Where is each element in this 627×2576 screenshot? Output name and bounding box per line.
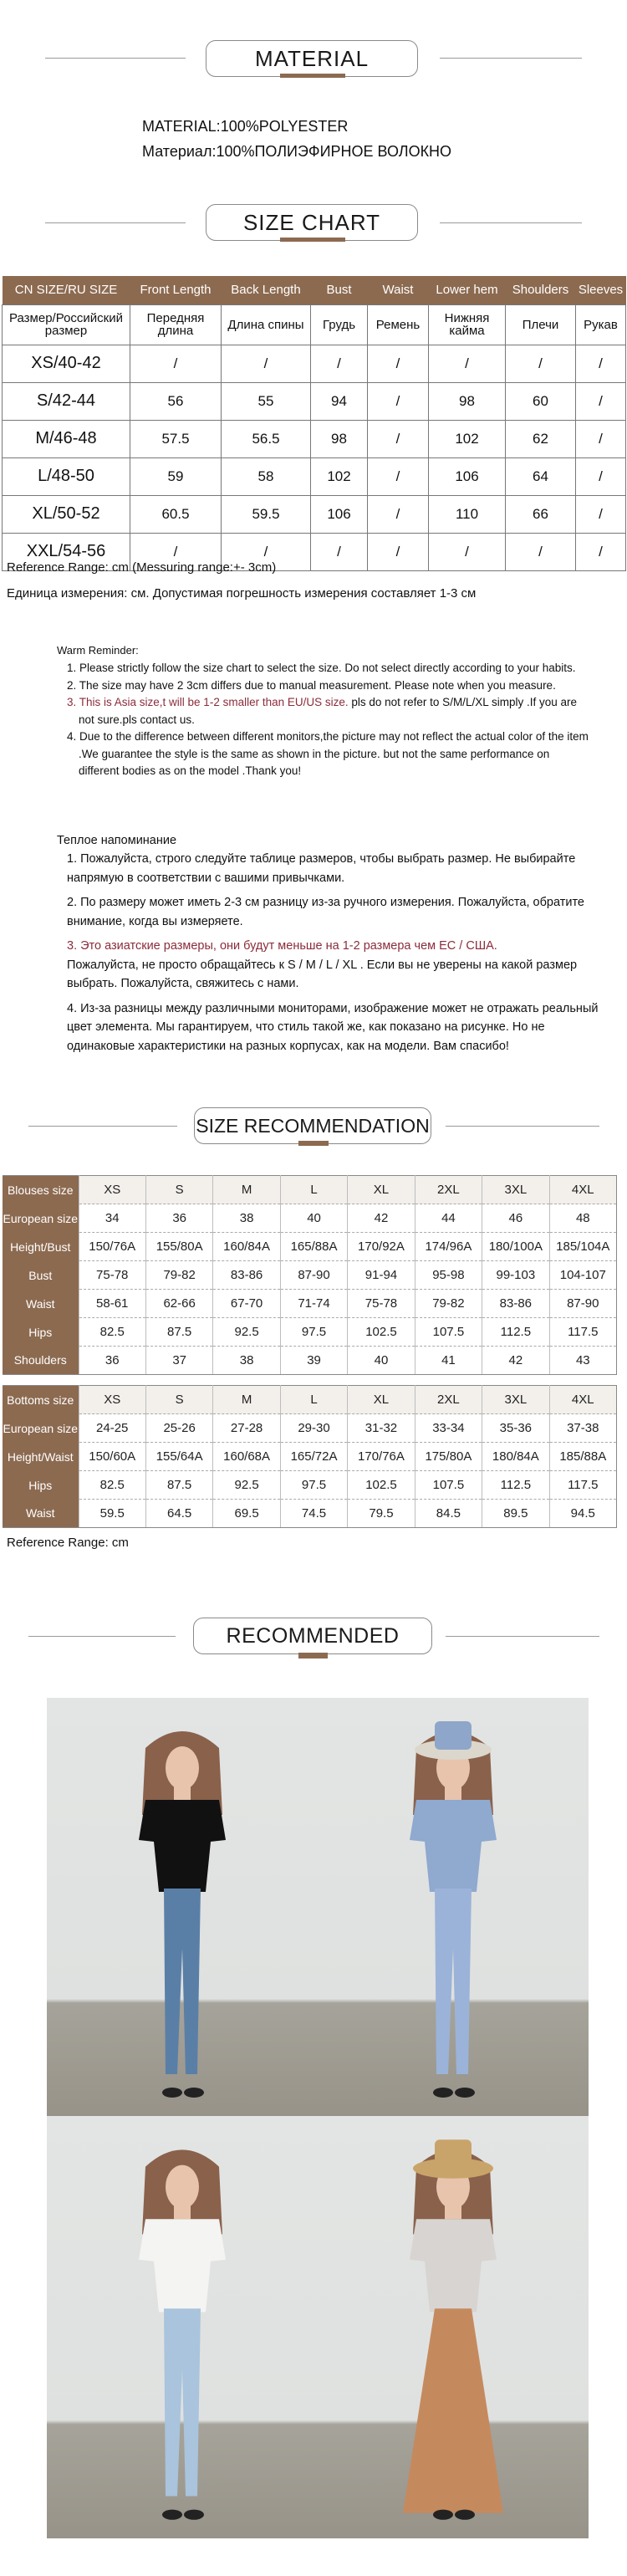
divider-left bbox=[45, 58, 186, 59]
measurement-cell: 98 bbox=[311, 420, 368, 457]
measurement-cell: 94 bbox=[311, 382, 368, 420]
value-cell: 83-86 bbox=[213, 1261, 280, 1290]
fashion-model-figure bbox=[318, 2116, 589, 2538]
value-cell: 29-30 bbox=[280, 1414, 347, 1443]
column-header-ru: Передняя длина bbox=[130, 304, 222, 345]
value-cell: 165/88A bbox=[280, 1233, 347, 1261]
value-cell: 155/80A bbox=[145, 1233, 212, 1261]
bottoms-note: Reference Range: cm bbox=[7, 1536, 129, 1550]
value-cell: 92.5 bbox=[213, 1318, 280, 1347]
value-cell: 36 bbox=[79, 1347, 145, 1375]
column-header-ru: Ремень bbox=[368, 304, 429, 345]
value-cell: 150/76A bbox=[79, 1233, 145, 1261]
row-label: Hips bbox=[3, 1471, 79, 1500]
measurement-cell: 62 bbox=[506, 420, 576, 457]
value-cell: 38 bbox=[213, 1204, 280, 1233]
column-header-ru: Размер/Российский размер bbox=[3, 304, 130, 345]
measurement-cell: 59.5 bbox=[222, 495, 311, 533]
measurement-cell: / bbox=[368, 457, 429, 495]
material-info bbox=[142, 114, 451, 164]
measurement-cell: / bbox=[368, 420, 429, 457]
measurement-cell: 55 bbox=[222, 382, 311, 420]
value-cell: 89.5 bbox=[482, 1500, 549, 1528]
measurement-cell: 64 bbox=[506, 457, 576, 495]
value-cell: 74.5 bbox=[280, 1500, 347, 1528]
measurement-cell: / bbox=[130, 533, 222, 570]
value-cell: 25-26 bbox=[145, 1414, 212, 1443]
size-header: 3XL bbox=[482, 1386, 549, 1414]
value-cell: 79-82 bbox=[145, 1261, 212, 1290]
value-cell: 97.5 bbox=[280, 1471, 347, 1500]
fashion-model-figure bbox=[318, 1698, 589, 2116]
row-label: Hips bbox=[3, 1318, 79, 1347]
fashion-model-figure bbox=[47, 1698, 318, 2116]
measurement-cell: 66 bbox=[506, 495, 576, 533]
column-header: Bust bbox=[311, 276, 368, 304]
size-header: L bbox=[280, 1386, 347, 1414]
value-cell: 83-86 bbox=[482, 1290, 549, 1318]
size-header-row bbox=[3, 1176, 617, 1204]
reminder-warning: 3. This is Asia size,t will be 1-2 smaller than EU/US size. bbox=[67, 696, 349, 708]
table-row bbox=[3, 1261, 617, 1290]
divider-left bbox=[28, 1636, 176, 1637]
size-header: S bbox=[145, 1386, 212, 1414]
value-cell: 160/68A bbox=[213, 1443, 280, 1471]
value-cell: 87.5 bbox=[145, 1318, 212, 1347]
table-row bbox=[3, 1443, 617, 1471]
divider-right bbox=[446, 1126, 599, 1127]
value-cell: 46 bbox=[482, 1204, 549, 1233]
size-chart-table bbox=[2, 276, 626, 571]
column-header: Back Length bbox=[222, 276, 311, 304]
material-value-ru: 100%ПОЛИЭФИРНОЕ ВОЛОКНО bbox=[216, 143, 452, 160]
measurement-cell: / bbox=[368, 533, 429, 570]
recommended-photo-black-blouse-jeans[interactable] bbox=[47, 1698, 318, 2116]
value-cell: 40 bbox=[280, 1204, 347, 1233]
value-cell: 170/92A bbox=[348, 1233, 415, 1261]
value-cell: 62-66 bbox=[145, 1290, 212, 1318]
divider-right bbox=[440, 58, 582, 59]
measurement-cell: 60 bbox=[506, 382, 576, 420]
measurement-cell: 102 bbox=[429, 420, 506, 457]
value-cell: 175/80A bbox=[415, 1443, 482, 1471]
value-cell: 87-90 bbox=[280, 1261, 347, 1290]
value-cell: 69.5 bbox=[213, 1500, 280, 1528]
fashion-model-figure bbox=[47, 2116, 318, 2538]
value-cell: 75-78 bbox=[79, 1261, 145, 1290]
size-label: XL/50-52 bbox=[3, 495, 130, 533]
title-box: RECOMMENDED bbox=[193, 1618, 432, 1654]
reminder-item: 2. The size may have 2 3cm differs due to manual measurement. Please note when you measure. bbox=[67, 678, 556, 692]
measurement-cell: 58 bbox=[222, 457, 311, 495]
value-cell: 37-38 bbox=[549, 1414, 616, 1443]
table-row bbox=[3, 420, 626, 457]
measurement-cell: / bbox=[222, 533, 311, 570]
value-cell: 58-61 bbox=[79, 1290, 145, 1318]
reminder-item bbox=[67, 694, 592, 728]
value-cell: 33-34 bbox=[415, 1414, 482, 1443]
title-underline bbox=[280, 238, 345, 242]
header-row-ru bbox=[3, 304, 626, 345]
reminder-item: 4. Due to the difference between different monitors,the picture may not reflect the actual color of the item .We guarantee the style is the same as shown in the picture. but not the same performance on different bodies as on the model .Thank you! bbox=[67, 730, 589, 777]
measurement-cell: / bbox=[368, 345, 429, 382]
reminder-item-rest: pls do not refer to S/M/L/XL simply .If you are not sure.pls contact us. bbox=[79, 696, 577, 726]
column-header: Sleeves bbox=[576, 276, 626, 304]
value-cell: 31-32 bbox=[348, 1414, 415, 1443]
table-row bbox=[3, 1500, 617, 1528]
size-header: 4XL bbox=[549, 1176, 616, 1204]
title-underline bbox=[298, 1653, 328, 1659]
value-cell: 42 bbox=[482, 1347, 549, 1375]
measurement-cell: / bbox=[368, 382, 429, 420]
measurement-cell: 57.5 bbox=[130, 420, 222, 457]
table-row bbox=[3, 495, 626, 533]
reminder-item: 2. По размеру может иметь 2-3 см разницу из-за ручного измерения. Пожалуйста, обратите внимание, когда вы измеряете. bbox=[67, 896, 584, 928]
measurement-cell: 56.5 bbox=[222, 420, 311, 457]
value-cell: 24-25 bbox=[79, 1414, 145, 1443]
title-underline bbox=[298, 1141, 329, 1146]
blouses-size-table bbox=[3, 1175, 617, 1375]
size-header: XS bbox=[79, 1176, 145, 1204]
size-label: M/46-48 bbox=[3, 420, 130, 457]
measurement-cell: 106 bbox=[311, 495, 368, 533]
measurement-cell: 102 bbox=[311, 457, 368, 495]
row-label: Blouses size bbox=[3, 1176, 79, 1204]
column-header-ru: Рукав bbox=[576, 304, 626, 345]
size-header: XS bbox=[79, 1386, 145, 1414]
bottoms-size-table bbox=[3, 1385, 617, 1528]
value-cell: 79.5 bbox=[348, 1500, 415, 1528]
value-cell: 87.5 bbox=[145, 1471, 212, 1500]
size-header: 2XL bbox=[415, 1386, 482, 1414]
recommended-photo-white-blouse-light-jeans[interactable] bbox=[47, 2116, 318, 2538]
measurement-cell: 110 bbox=[429, 495, 506, 533]
column-header-ru: Длина спины bbox=[222, 304, 311, 345]
measurement-cell: / bbox=[222, 345, 311, 382]
size-header: L bbox=[280, 1176, 347, 1204]
warm-reminder-en bbox=[57, 644, 592, 780]
row-label: Height/Waist bbox=[3, 1443, 79, 1471]
row-label: European size bbox=[3, 1204, 79, 1233]
material-label-ru: Материал: bbox=[142, 143, 217, 160]
measurement-cell: / bbox=[576, 420, 626, 457]
size-header-row bbox=[3, 1386, 617, 1414]
measurement-cell: / bbox=[506, 345, 576, 382]
table-row bbox=[3, 1233, 617, 1261]
table-row bbox=[3, 345, 626, 382]
measurement-cell: / bbox=[576, 457, 626, 495]
value-cell: 185/88A bbox=[549, 1443, 616, 1471]
measurement-cell: 56 bbox=[130, 382, 222, 420]
measurement-cell: / bbox=[311, 345, 368, 382]
value-cell: 102.5 bbox=[348, 1471, 415, 1500]
value-cell: 180/100A bbox=[482, 1233, 549, 1261]
reminder-item: 4. Из-за разницы между различными мониторами, изображение может не отражать реальный цвет элемента. Мы гарантируем, что стиль такой же, как показано на рисунке. Но не одинаковые характеристики на разных корпусах, как на модели. Вам спасибо! bbox=[67, 1001, 599, 1053]
value-cell: 112.5 bbox=[482, 1318, 549, 1347]
value-cell: 67-70 bbox=[213, 1290, 280, 1318]
measurement-cell: / bbox=[429, 345, 506, 382]
value-cell: 170/76A bbox=[348, 1443, 415, 1471]
value-cell: 150/60A bbox=[79, 1443, 145, 1471]
size-header: XL bbox=[348, 1386, 415, 1414]
value-cell: 48 bbox=[549, 1204, 616, 1233]
value-cell: 35-36 bbox=[482, 1414, 549, 1443]
title-underline bbox=[280, 74, 345, 78]
value-cell: 42 bbox=[348, 1204, 415, 1233]
table-row bbox=[3, 457, 626, 495]
value-cell: 91-94 bbox=[348, 1261, 415, 1290]
value-cell: 39 bbox=[280, 1347, 347, 1375]
column-header: Waist bbox=[368, 276, 429, 304]
size-label: XXL/54-56 bbox=[3, 533, 130, 570]
column-header: Lower hem bbox=[429, 276, 506, 304]
value-cell: 41 bbox=[415, 1347, 482, 1375]
value-cell: 104-107 bbox=[549, 1261, 616, 1290]
size-header: XL bbox=[348, 1176, 415, 1204]
reminder-item-rest: Пожалуйста, не просто обращайтесь к S / M / L / XL . Если вы не уверены на какой размер выбрать. Пожалуйста, свяжитесь с нами. bbox=[67, 958, 578, 990]
measurement-cell: 98 bbox=[429, 382, 506, 420]
value-cell: 44 bbox=[415, 1204, 482, 1233]
value-cell: 185/104A bbox=[549, 1233, 616, 1261]
size-header: 3XL bbox=[482, 1176, 549, 1204]
value-cell: 180/84A bbox=[482, 1443, 549, 1471]
measurement-cell: / bbox=[130, 345, 222, 382]
measurement-cell: / bbox=[311, 533, 368, 570]
value-cell: 117.5 bbox=[549, 1471, 616, 1500]
value-cell: 82.5 bbox=[79, 1471, 145, 1500]
value-cell: 87-90 bbox=[549, 1290, 616, 1318]
value-cell: 160/84A bbox=[213, 1233, 280, 1261]
value-cell: 84.5 bbox=[415, 1500, 482, 1528]
material-value-en: 100%POLYESTER bbox=[220, 118, 349, 135]
title-box: SIZE RECOMMENDATION bbox=[194, 1107, 431, 1144]
value-cell: 59.5 bbox=[79, 1500, 145, 1528]
reminder-item bbox=[57, 937, 609, 994]
value-cell: 102.5 bbox=[348, 1318, 415, 1347]
value-cell: 107.5 bbox=[415, 1471, 482, 1500]
value-cell: 36 bbox=[145, 1204, 212, 1233]
reminder-title: Теплое напоминание bbox=[57, 834, 177, 847]
value-cell: 43 bbox=[549, 1347, 616, 1375]
value-cell: 155/64A bbox=[145, 1443, 212, 1471]
value-cell: 40 bbox=[348, 1347, 415, 1375]
value-cell: 117.5 bbox=[549, 1318, 616, 1347]
value-cell: 79-82 bbox=[415, 1290, 482, 1318]
size-chart-note-ru: Единица измерения: см. Допустимая погрешность измерения составляет 1-3 см bbox=[7, 586, 477, 601]
table-row bbox=[3, 1347, 617, 1375]
value-cell: 37 bbox=[145, 1347, 212, 1375]
value-cell: 95-98 bbox=[415, 1261, 482, 1290]
column-header-ru: Грудь bbox=[311, 304, 368, 345]
value-cell: 64.5 bbox=[145, 1500, 212, 1528]
value-cell: 27-28 bbox=[213, 1414, 280, 1443]
divider-right bbox=[446, 1636, 599, 1637]
value-cell: 112.5 bbox=[482, 1471, 549, 1500]
measurement-cell: / bbox=[506, 533, 576, 570]
column-header-ru: Плечи bbox=[506, 304, 576, 345]
size-header: S bbox=[145, 1176, 212, 1204]
reminder-title: Warm Reminder: bbox=[57, 644, 139, 657]
value-cell: 75-78 bbox=[348, 1290, 415, 1318]
measurement-cell: / bbox=[576, 345, 626, 382]
row-label: Bottoms size bbox=[3, 1386, 79, 1414]
measurement-cell: / bbox=[576, 495, 626, 533]
divider-right bbox=[440, 222, 582, 223]
row-label: Shoulders bbox=[3, 1347, 79, 1375]
value-cell: 34 bbox=[79, 1204, 145, 1233]
value-cell: 71-74 bbox=[280, 1290, 347, 1318]
recommended-photo-grid bbox=[47, 1698, 589, 2538]
size-header: 2XL bbox=[415, 1176, 482, 1204]
column-header-ru: Нижняя кайма bbox=[429, 304, 506, 345]
column-header: CN SIZE/RU SIZE bbox=[3, 276, 130, 304]
value-cell: 174/96A bbox=[415, 1233, 482, 1261]
measurement-cell: / bbox=[576, 382, 626, 420]
row-label: Waist bbox=[3, 1500, 79, 1528]
section-title-recommended bbox=[0, 1618, 627, 1668]
recommended-photo-grey-blouse-tan-wide-pants[interactable] bbox=[318, 2116, 589, 2538]
table-row bbox=[3, 382, 626, 420]
row-label: European size bbox=[3, 1414, 79, 1443]
title-box: MATERIAL bbox=[206, 40, 418, 77]
size-header: 4XL bbox=[549, 1386, 616, 1414]
divider-left bbox=[28, 1126, 177, 1127]
measurement-cell: / bbox=[576, 533, 626, 570]
size-header: M bbox=[213, 1176, 280, 1204]
value-cell: 92.5 bbox=[213, 1471, 280, 1500]
material-label-en: MATERIAL: bbox=[142, 118, 221, 135]
row-label: Bust bbox=[3, 1261, 79, 1290]
size-label: XS/40-42 bbox=[3, 345, 130, 382]
reminder-warning: 3. Это азиатские размеры, они будут меньше на 1-2 размера чем ЕС / США. bbox=[67, 939, 497, 953]
warm-reminder-ru bbox=[57, 834, 609, 1061]
reminder-item: 1. Пожалуйста, строго следуйте таблице размеров, чтобы выбрать размер. Не выбирайте напрямую в соответствии с вашими привычками. bbox=[67, 852, 576, 885]
value-cell: 38 bbox=[213, 1347, 280, 1375]
title-box: SIZE CHART bbox=[206, 204, 418, 241]
row-label: Height/Bust bbox=[3, 1233, 79, 1261]
value-cell: 97.5 bbox=[280, 1318, 347, 1347]
row-label: Waist bbox=[3, 1290, 79, 1318]
table-row bbox=[3, 1290, 617, 1318]
divider-left bbox=[45, 222, 186, 223]
size-header: M bbox=[213, 1386, 280, 1414]
table-row bbox=[3, 1471, 617, 1500]
section-title-size-recommendation bbox=[0, 1107, 627, 1158]
header-row-en bbox=[3, 276, 626, 304]
measurement-cell: 60.5 bbox=[130, 495, 222, 533]
reminder-item: 1. Please strictly follow the size chart to select the size. Do not select directly according to your habits. bbox=[67, 662, 576, 674]
column-header: Front Length bbox=[130, 276, 222, 304]
size-label: L/48-50 bbox=[3, 457, 130, 495]
recommended-photo-blue-blouse-blue-trousers[interactable] bbox=[318, 1698, 589, 2116]
section-title-material bbox=[0, 40, 627, 90]
column-header: Shoulders bbox=[506, 276, 576, 304]
value-cell: 99-103 bbox=[482, 1261, 549, 1290]
section-title-size-chart bbox=[0, 204, 627, 254]
value-cell: 107.5 bbox=[415, 1318, 482, 1347]
measurement-cell: 106 bbox=[429, 457, 506, 495]
measurement-cell: / bbox=[429, 533, 506, 570]
value-cell: 94.5 bbox=[549, 1500, 616, 1528]
size-chart-note-en: Reference Range: cm (Messuring range:+- 3cm) bbox=[7, 560, 277, 575]
value-cell: 165/72A bbox=[280, 1443, 347, 1471]
measurement-cell: 59 bbox=[130, 457, 222, 495]
size-label: S/42-44 bbox=[3, 382, 130, 420]
value-cell: 82.5 bbox=[79, 1318, 145, 1347]
table-row bbox=[3, 1318, 617, 1347]
table-row bbox=[3, 1204, 617, 1233]
measurement-cell: / bbox=[368, 495, 429, 533]
table-row bbox=[3, 1414, 617, 1443]
